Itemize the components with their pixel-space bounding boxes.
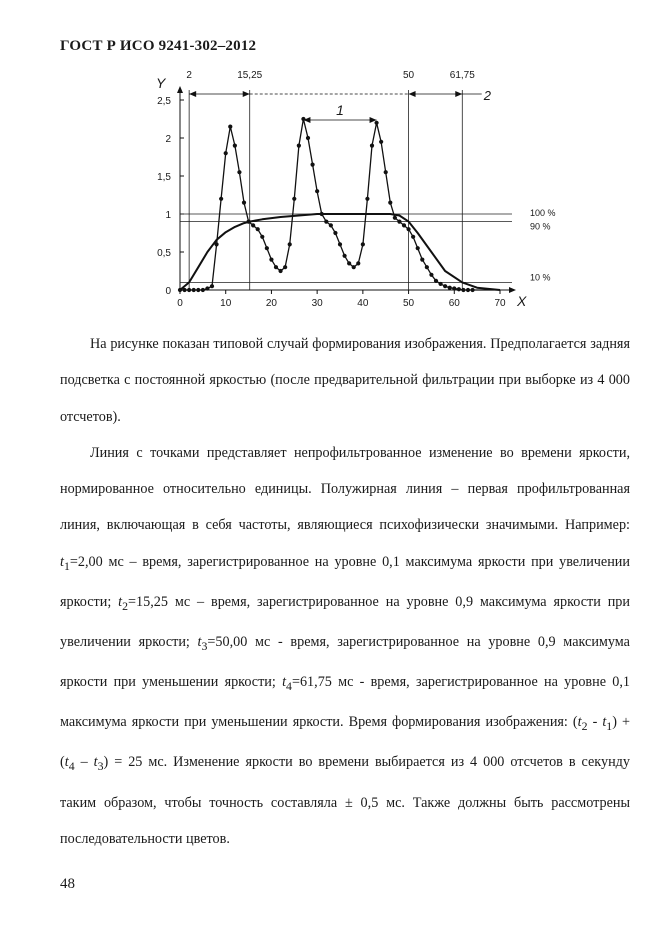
marker-2-label: 2 [483,88,491,103]
raw-luminance-point [434,279,438,283]
raw-luminance-point [429,273,433,277]
raw-luminance-point [402,223,406,227]
time-symbol: t [197,634,202,651]
time-index: 1 [63,558,70,573]
time-index: 2 [581,719,588,734]
x-axis-label: X [517,293,527,309]
raw-luminance-point [374,121,378,125]
page-number: 48 [60,876,75,892]
time-symbol: t [577,714,582,731]
time-symbol: t [64,754,69,771]
raw-luminance-point [269,258,273,262]
raw-luminance-point [393,216,397,220]
raw-luminance-point [265,246,269,250]
raw-luminance-point [292,197,296,201]
y-tick-label: 0,5 [157,248,171,259]
x-tick-label: 60 [448,298,460,309]
raw-luminance-point [260,235,264,239]
raw-luminance-point [251,223,255,227]
y-axis-arrow [177,86,183,93]
rise-interval-arrow-head [243,91,250,97]
raw-luminance-point [425,265,429,269]
raw-luminance-point [461,288,465,292]
raw-luminance-point [448,286,452,290]
y-tick-label: 2 [165,134,171,145]
raw-luminance-point [278,269,282,273]
fall-interval-arrow-head [409,91,416,97]
filtered-luminance-line [180,214,500,290]
raw-luminance-point [457,287,461,291]
time-symbol: t [93,754,98,771]
x-tick-label: 50 [403,298,415,309]
time-symbol: t [60,553,64,570]
raw-luminance-point [379,140,383,144]
raw-luminance-point [384,170,388,174]
raw-luminance-point [237,170,241,174]
time-symbol: t [118,593,123,610]
x-tick-label: 40 [357,298,369,309]
raw-luminance-point [342,254,346,258]
raw-luminance-point [306,136,310,140]
raw-luminance-point [338,242,342,246]
x-tick-label: 10 [220,298,232,309]
raw-luminance-point [297,144,301,148]
raw-luminance-point [370,144,374,148]
raw-luminance-point [333,231,337,235]
raw-luminance-point [347,261,351,265]
raw-luminance-point [406,227,410,231]
luminance-chart [140,66,560,318]
raw-luminance-point [310,163,314,167]
raw-luminance-point [420,258,424,262]
raw-luminance-point [470,288,474,292]
raw-luminance-point [219,197,223,201]
raw-luminance-point [365,197,369,201]
raw-luminance-point [256,227,260,231]
fall-interval-arrow-head [455,91,462,97]
level-label-90: 90 % [530,221,551,232]
raw-luminance-point [283,265,287,269]
raw-luminance-point [274,265,278,269]
raw-luminance-point [228,125,232,129]
paragraph-2: Линия с точками представляет непрофильтрованное изменение во времени яркости, нормированное относительно единицы. Полужирная линия – первая профильтрованная линия, включающая в себя частоты, являющиеся психофизически значимыми. Например: $t_1=2,00$ мс – время, зарегистрированное на уровне 0,1 максимума яркости при увеличении яркости; $t_2=15,25$ мс – время, зарегистрированное на уровне 0,9 максимума яркости при увеличении яркости; $t_3=50,00$ мс - время, зарегистрированное на уровне 0,9 максимума яркости при уменьшении яркости; $t_4=61,75$ мс - время, зарегистрированное на уровне 0,1 максимума яркости при уменьшении яркости. Время формирования изображения: $(t_2 - t_1) + (t_4 - t_3) = 25$ мс. Изменение яркости во времени выбирается из 4 000 отсчетов в секунду таким образом, чтобы точность составляла ± 0,5 мс. Также должны быть рассмотрены последовательности цветов. [60,444,630,847]
time-index: 1 [606,719,613,734]
y-tick-label: 2,5 [157,96,171,107]
time-index: 2 [122,598,129,613]
raw-luminance-point [233,144,237,148]
raw-luminance-point [201,288,205,292]
rise-interval-arrow-head [189,91,196,97]
body-text [60,326,630,857]
interval-label: 1 [336,102,344,118]
raw-luminance-point [352,265,356,269]
marker-label: 50 [403,70,415,81]
time-symbol: t [282,674,287,691]
raw-luminance-point [224,151,228,155]
level-label-100: 100 % [530,208,556,218]
x-axis-arrow [509,287,516,293]
raw-luminance-point [187,288,191,292]
raw-luminance-point [210,284,214,288]
raw-luminance-point [329,223,333,227]
raw-luminance-point [196,288,200,292]
time-symbol: t [602,714,607,731]
raw-luminance-point [356,261,360,265]
marker-label: 61,75 [449,70,475,81]
raw-luminance-point [288,242,292,246]
raw-luminance-point [438,282,442,286]
x-tick-label: 70 [494,298,506,309]
raw-luminance-point [301,117,305,121]
marker-label: 2 [186,70,192,81]
raw-luminance-point [466,288,470,292]
raw-luminance-line [180,119,500,290]
y-axis-label: Y [156,75,166,91]
raw-luminance-point [361,242,365,246]
raw-luminance-point [192,288,196,292]
raw-luminance-point [388,201,392,205]
time-index: 4 [286,678,292,693]
level-label-10: 10 % [530,272,551,283]
raw-luminance-point [242,201,246,205]
time-index: 3 [201,638,208,653]
raw-luminance-point [324,220,328,224]
y-tick-label: 0 [165,286,171,297]
x-tick-label: 0 [177,298,183,309]
marker-label: 15,25 [237,70,263,81]
raw-luminance-point [443,284,447,288]
raw-luminance-point [452,286,456,290]
time-index: 4 [68,759,75,774]
y-tick-label: 1 [165,210,171,221]
x-tick-label: 20 [265,298,277,309]
raw-luminance-point [411,235,415,239]
paragraph-1: На рисунке показан типовой случай формирования изображения. Предполагается задняя подсветка с постоянной яркостью (после предварительной фильтрации при выборке из 4 000 отсчетов). [60,336,630,425]
time-index: 3 [97,759,104,774]
x-tick-label: 30 [311,298,323,309]
raw-luminance-point [397,220,401,224]
y-tick-label: 1,5 [157,172,171,183]
raw-luminance-point [315,189,319,193]
raw-luminance-point [416,246,420,250]
document-header: ГОСТ Р ИСО 9241-302–2012 [60,38,257,54]
raw-luminance-point [205,286,209,290]
